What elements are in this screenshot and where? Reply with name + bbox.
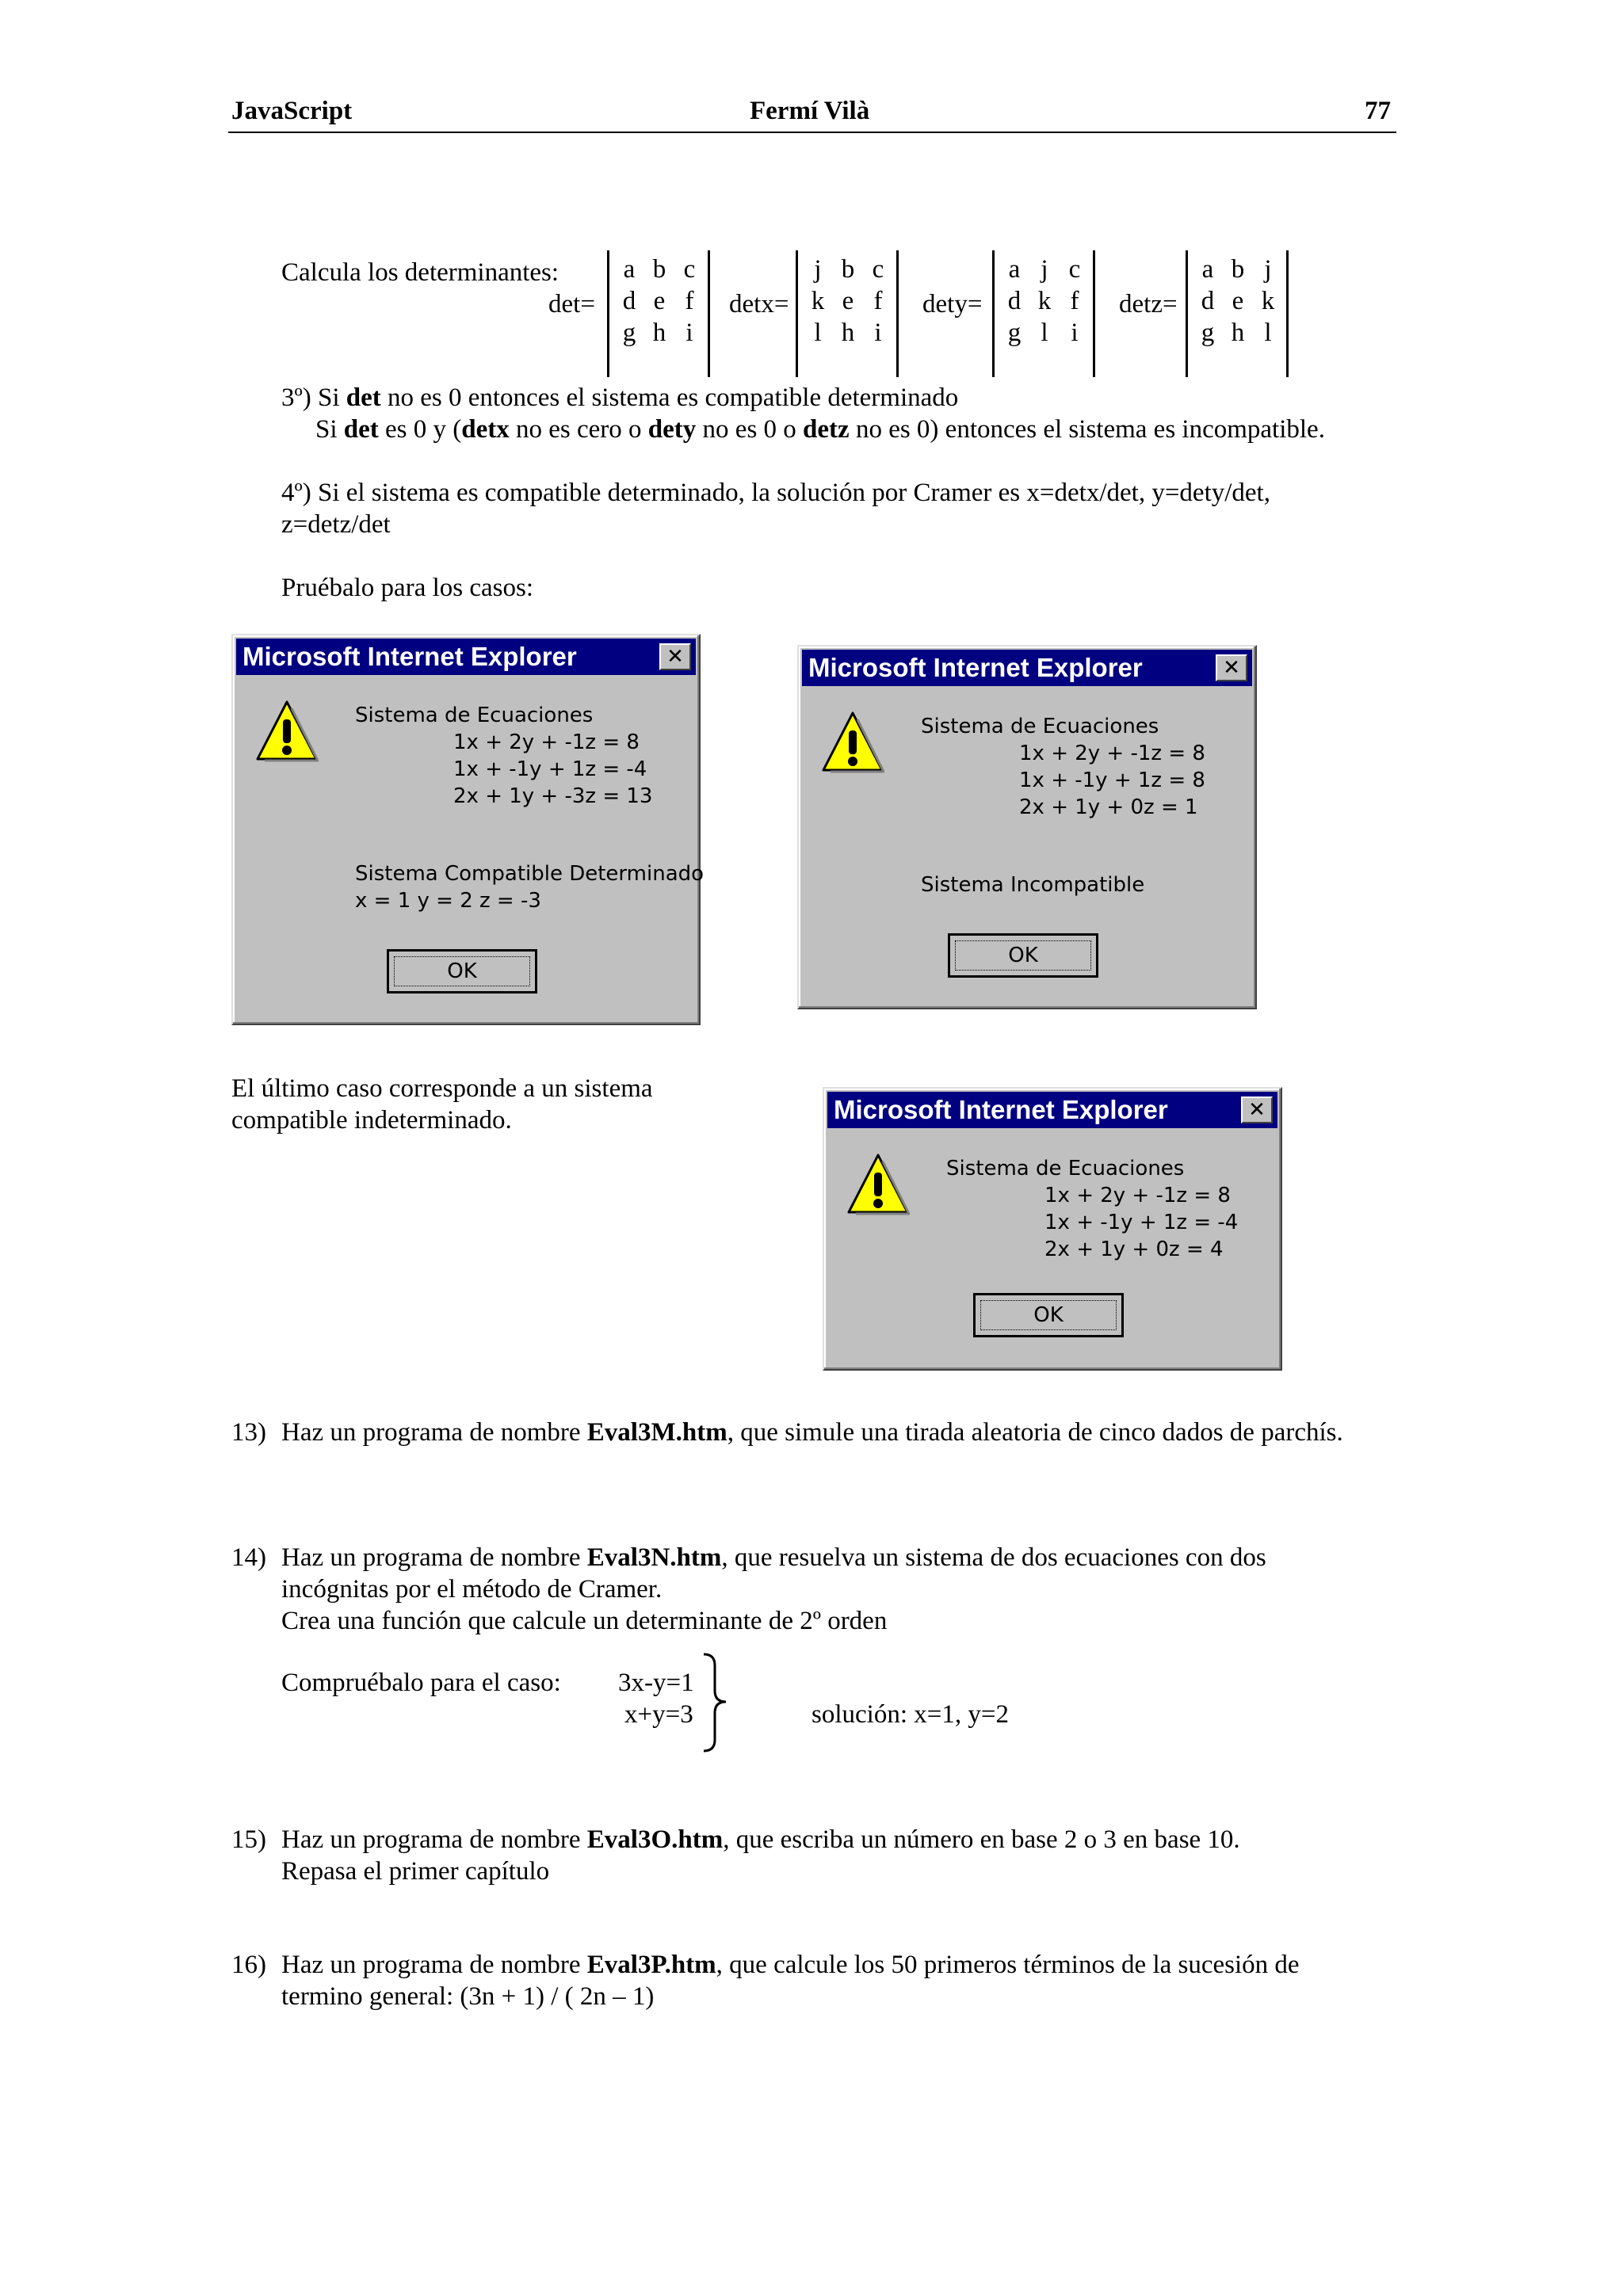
- header-rule: [228, 132, 1396, 133]
- header-center: Fermí Vilà: [750, 97, 870, 125]
- dialog-result: Sistema Compatible Determinado: [355, 862, 705, 886]
- det-cell: h: [652, 318, 666, 347]
- det-matrix: [607, 250, 710, 377]
- det-cell: e: [842, 287, 854, 315]
- exercise-14-number: 14): [231, 1543, 266, 1572]
- dialog-title: Microsoft Internet Explorer: [834, 1095, 1168, 1124]
- dety-matrix: [992, 250, 1095, 377]
- ok-button[interactable]: OK: [973, 1293, 1124, 1337]
- step3-line1: 3º) Si det no es 0 entonces el sistema es compatible determinado: [281, 383, 959, 412]
- det-cell: h: [841, 318, 855, 347]
- det-cell: f: [1070, 287, 1079, 315]
- dialog-heading: Sistema de Ecuaciones: [921, 715, 1159, 738]
- equation-3: 2x + 1y + 0z = 4: [1044, 1238, 1224, 1261]
- det-cell: b: [652, 255, 666, 284]
- dialog-solution: x = 1 y = 2 z = -3: [355, 889, 541, 913]
- equation-b: x+y=3: [624, 1700, 693, 1729]
- det-cell: a: [1201, 255, 1214, 284]
- det-cell: j: [1264, 255, 1272, 284]
- dety-label: dety=: [922, 290, 983, 318]
- equation-2: 1x + -1y + 1z = -4: [453, 757, 647, 781]
- dialog-title: Microsoft Internet Explorer: [808, 653, 1143, 682]
- alert-dialog-incompatible: [797, 645, 1257, 1009]
- det-cell: l: [814, 318, 822, 347]
- determinants-intro: Calcula los determinantes:: [281, 258, 559, 287]
- det-cell: d: [1007, 287, 1022, 315]
- det-cell: h: [1231, 318, 1245, 347]
- exercise-15-line2: Repasa el primer capítulo: [281, 1857, 550, 1886]
- page-number: 77: [1365, 97, 1391, 125]
- close-button[interactable]: ✕: [1216, 654, 1247, 681]
- alert-dialog-compatible: [231, 634, 705, 1025]
- det-cell: c: [683, 255, 696, 284]
- exercise-15-number: 15): [231, 1825, 266, 1854]
- last-case-line1: El último caso corresponde a un sistema: [231, 1074, 653, 1103]
- exercise-16-line2: termino general: (3n + 1) / ( 2n – 1): [281, 1982, 655, 2011]
- ok-button[interactable]: OK: [387, 949, 537, 994]
- det-cell: b: [841, 255, 855, 284]
- det-cell: k: [1037, 287, 1052, 315]
- exercise-16-number: 16): [231, 1951, 266, 1979]
- det-cell: c: [872, 255, 884, 284]
- det-cell: b: [1231, 255, 1245, 284]
- det-cell: j: [814, 255, 822, 284]
- equation-2: 1x + -1y + 1z = 8: [1019, 769, 1205, 792]
- detx-matrix: [796, 250, 899, 377]
- step3-line2: Si det es 0 y (detx no es cero o dety no es 0 o detz no es 0) entonces el sistema es incompatible.: [315, 415, 1325, 444]
- dialog-title-bar[interactable]: [236, 639, 696, 675]
- exercise-13-text: Haz un programa de nombre Eval3M.htm, que simule una tirada aleatoria de cinco dados de parchís.: [281, 1418, 1343, 1447]
- detz-label: detz=: [1119, 290, 1178, 318]
- det-cell: d: [622, 287, 636, 315]
- right-brace: [701, 1651, 732, 1754]
- warning-icon: [255, 699, 319, 764]
- equation-3: 2x + 1y + -3z = 13: [453, 784, 653, 808]
- dialog-result: Sistema Incompatible: [921, 873, 1145, 897]
- det-cell: l: [1264, 318, 1272, 347]
- det-cell: f: [685, 287, 694, 315]
- step4-line2: z=detz/det: [281, 510, 391, 539]
- exercise-13-number: 13): [231, 1418, 266, 1447]
- dialog-title-bar[interactable]: [802, 650, 1252, 686]
- equation-2: 1x + -1y + 1z = -4: [1044, 1211, 1239, 1234]
- exercise-14-line2: incógnitas por el método de Cramer.: [281, 1575, 663, 1604]
- det-cell: k: [1261, 287, 1275, 315]
- dialog-heading: Sistema de Ecuaciones: [946, 1157, 1185, 1180]
- dialog-title-bar[interactable]: [827, 1092, 1277, 1128]
- exercise-14-check: Compruébalo para el caso:: [281, 1669, 561, 1697]
- warning-icon: [846, 1152, 910, 1217]
- det-cell: i: [685, 318, 693, 347]
- close-button[interactable]: ✕: [659, 643, 691, 670]
- equation-1: 1x + 2y + -1z = 8: [1044, 1184, 1231, 1207]
- prompt-text: Pruébalo para los casos:: [281, 574, 533, 602]
- det-cell: i: [1071, 318, 1079, 347]
- exercise-15-line1: Haz un programa de nombre Eval3O.htm, que escriba un número en base 2 o 3 en base 10.: [281, 1825, 1240, 1854]
- det-label: det=: [548, 290, 595, 318]
- ok-button[interactable]: OK: [948, 933, 1098, 978]
- exercise-14-solution: solución: x=1, y=2: [812, 1700, 1009, 1729]
- det-cell: i: [874, 318, 882, 347]
- det-cell: g: [622, 318, 636, 347]
- detz-matrix: [1186, 250, 1289, 377]
- equation-3: 2x + 1y + 0z = 1: [1019, 795, 1198, 819]
- equation-1: 1x + 2y + -1z = 8: [453, 730, 640, 754]
- last-case-line2: compatible indeterminado.: [231, 1106, 512, 1135]
- header-left: JavaScript: [231, 97, 353, 125]
- det-cell: a: [1008, 255, 1021, 284]
- det-cell: k: [811, 287, 825, 315]
- det-cell: c: [1068, 255, 1081, 284]
- exercise-14-line1: Haz un programa de nombre Eval3N.htm, que resuelva un sistema de dos ecuaciones con dos: [281, 1543, 1266, 1572]
- det-cell: e: [1232, 287, 1244, 315]
- exercise-16-line1: Haz un programa de nombre Eval3P.htm, que calcule los 50 primeros términos de la sucesión de: [281, 1951, 1300, 1979]
- det-cell: g: [1201, 318, 1215, 347]
- detx-label: detx=: [729, 290, 789, 318]
- exercise-14-line3: Crea una función que calcule un determinante de 2º orden: [281, 1607, 888, 1635]
- alert-dialog-indeterminate: [823, 1087, 1282, 1371]
- warning-icon: [821, 710, 884, 775]
- dialog-heading: Sistema de Ecuaciones: [355, 704, 594, 727]
- dialog-title: Microsoft Internet Explorer: [242, 642, 577, 671]
- det-cell: e: [653, 287, 666, 315]
- equation-a: 3x-y=1: [618, 1669, 694, 1697]
- det-cell: g: [1007, 318, 1022, 347]
- det-cell: j: [1041, 255, 1048, 284]
- equation-1: 1x + 2y + -1z = 8: [1019, 742, 1205, 765]
- det-cell: a: [623, 255, 636, 284]
- close-button[interactable]: ✕: [1241, 1097, 1273, 1123]
- det-cell: f: [873, 287, 883, 315]
- det-cell: l: [1041, 318, 1048, 347]
- step4-line1: 4º) Si el sistema es compatible determinado, la solución por Cramer es x=detx/det, y=dety/det,: [281, 479, 1270, 507]
- det-cell: d: [1201, 287, 1215, 315]
